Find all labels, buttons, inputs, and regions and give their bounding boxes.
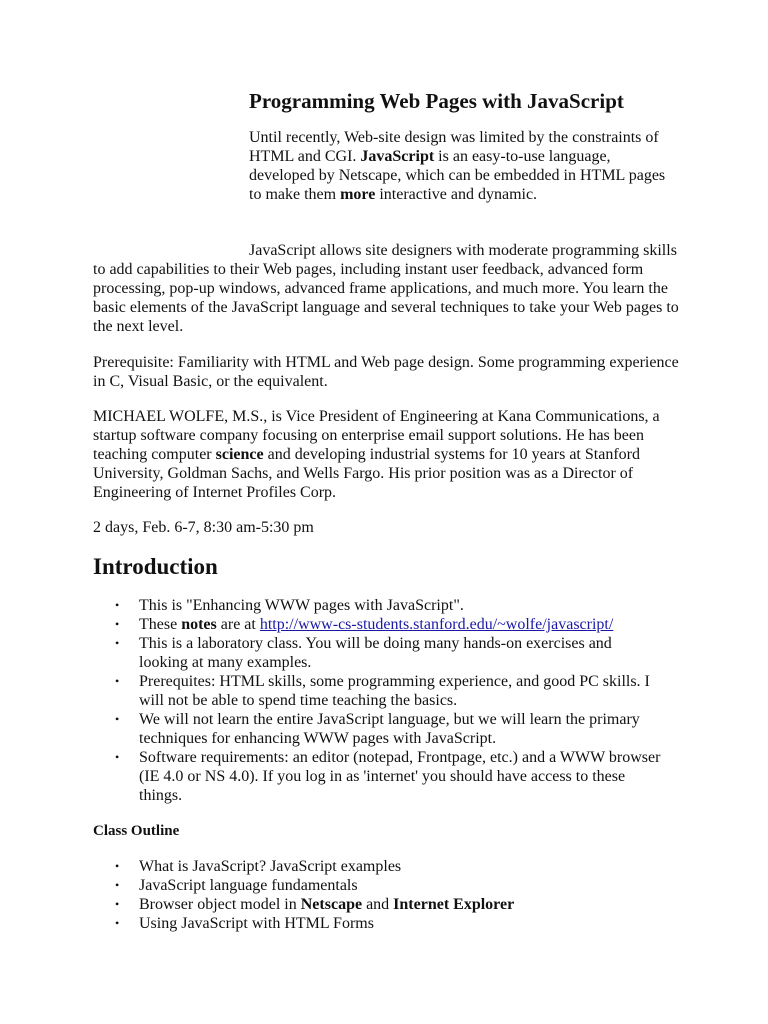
- list-item-text: Browser object model in: [139, 896, 301, 913]
- bullet-icon: •: [115, 878, 120, 892]
- class-outline-list: [93, 857, 663, 933]
- science-bold: science: [215, 446, 264, 463]
- javascript-bold: JavaScript: [360, 148, 435, 165]
- intro-paragraph-text-3: interactive and dynamic.: [375, 186, 538, 203]
- netscape-bold: Netscape: [300, 896, 363, 913]
- list-item-text: Software requirements: an editor (notepad, Frontpage, etc.) and a WWW browser (IE 4.0 or NS 4.0). If you log in as 'internet' you should have access to these things.: [139, 749, 661, 804]
- class-outline-heading: Class Outline: [93, 823, 180, 839]
- list-item-text: and: [362, 896, 394, 913]
- more-bold: more: [340, 186, 376, 203]
- list-item: [93, 596, 663, 615]
- list-item: [93, 895, 663, 914]
- introduction-heading: Introduction: [93, 554, 218, 579]
- notes-bold: notes: [181, 616, 217, 633]
- bullet-icon: •: [115, 897, 120, 911]
- capabilities-paragraph: JavaScript allows site designers with moderate programming skills to add capabilities to their Web pages, including instant user feedback, advanced form processing, pop-up windows, advanced frame applications, and much more. You learn the basic elements of the JavaScript language and several techniques to take your Web pages to the next level.: [93, 242, 679, 335]
- page-title: Programming Web Pages with JavaScript: [249, 89, 624, 113]
- bullet-icon: •: [115, 916, 120, 930]
- list-item-text: Prerequites: HTML skills, some programming experience, and good PC skills. I will not be able to spend time teaching the basics.: [139, 673, 650, 709]
- list-item-text: What is JavaScript? JavaScript examples: [139, 858, 402, 875]
- list-item: [93, 857, 663, 876]
- list-item: [93, 672, 663, 710]
- bullet-icon: •: [115, 598, 120, 612]
- bullet-icon: •: [115, 617, 120, 631]
- list-item-text: We will not learn the entire JavaScript language, but we will learn the primary techniques for enhancing WWW pages with JavaScript.: [139, 711, 640, 747]
- list-item: [93, 615, 663, 634]
- bullet-icon: •: [115, 750, 120, 764]
- prerequisite-paragraph: Prerequisite: Familiarity with HTML and Web page design. Some programming experience in C, Visual Basic, or the equivalent.: [93, 354, 679, 390]
- bullet-icon: •: [115, 712, 120, 726]
- schedule-paragraph: 2 days, Feb. 6-7, 8:30 am-5:30 pm: [93, 519, 314, 536]
- notes-link[interactable]: http://www-cs-students.stanford.edu/~wolfe/javascript/: [259, 616, 614, 633]
- list-item: [93, 634, 663, 672]
- intro-paragraph-text-2: is an easy-to-use language, developed by Netscape, which can be embedded in HTML pages to make them: [249, 148, 666, 203]
- instructor-bio-paragraph: [93, 407, 683, 502]
- list-item: [93, 876, 663, 895]
- bullet-icon: •: [115, 674, 120, 688]
- bullet-icon: •: [115, 859, 120, 873]
- introduction-list: [93, 596, 663, 805]
- list-item: [93, 710, 663, 748]
- intro-paragraph: [249, 128, 679, 204]
- intro-paragraph-text-1: Until recently, Web-site design was limited by the constraints of HTML and CGI.: [249, 129, 659, 165]
- list-item-text: This is a laboratory class. You will be doing many hands-on exercises and looking at many examples.: [139, 635, 612, 671]
- list-item: [93, 914, 663, 933]
- bullet-icon: •: [115, 636, 120, 650]
- list-item: [93, 748, 663, 805]
- list-item-text: Using JavaScript with HTML Forms: [139, 915, 374, 932]
- list-item-text: are at: [216, 616, 260, 633]
- internet-explorer-bold: Internet Explorer: [393, 896, 515, 913]
- list-item-text: JavaScript language fundamentals: [139, 877, 358, 894]
- bio-text-1: MICHAEL WOLFE, M.S., is Vice President of Engineering at Kana Communications, a startup software company focusing on enterprise email support solutions. He has been teaching computer: [93, 408, 660, 463]
- list-item-text: This is "Enhancing WWW pages with JavaScript".: [139, 597, 464, 614]
- bio-text-2: and developing industrial systems for 10 years at Stanford University, Goldman Sachs, and Wells Fargo. His prior position was as a Director of Engineering of Internet Profiles Corp.: [93, 446, 640, 501]
- list-item-text: These: [139, 616, 182, 633]
